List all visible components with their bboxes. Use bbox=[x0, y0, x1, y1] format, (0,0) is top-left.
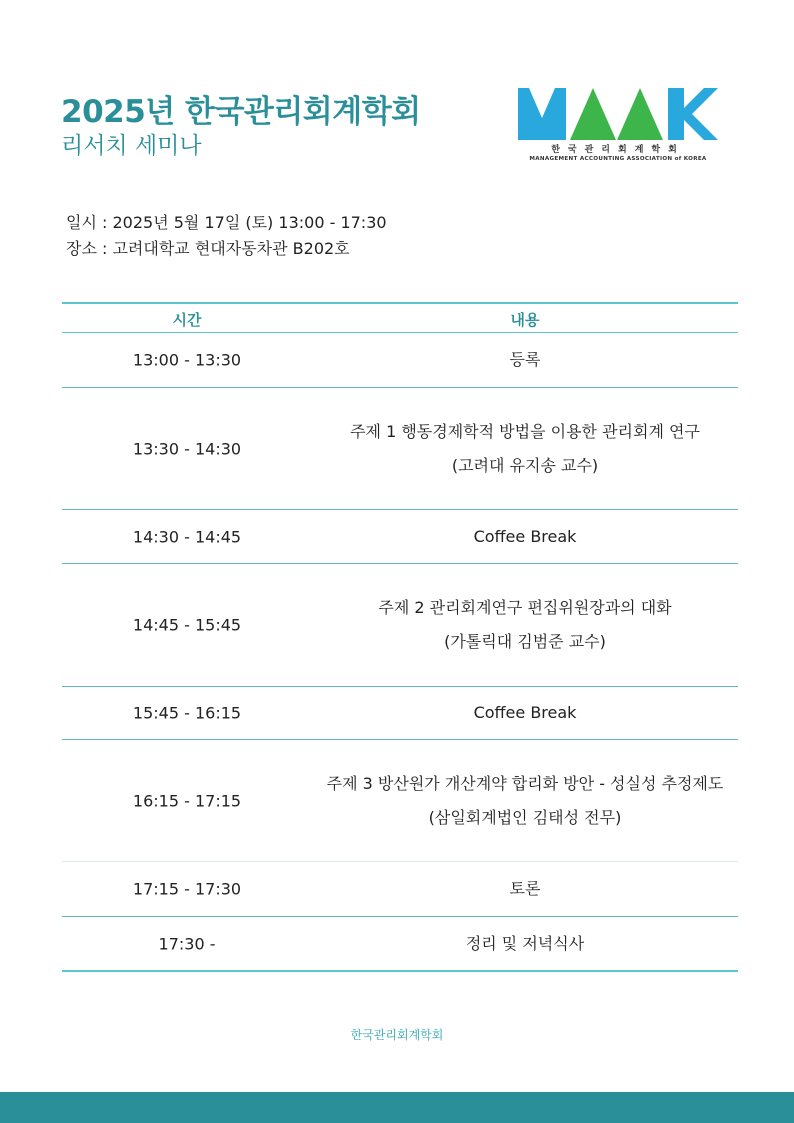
row-content-line: (삼일회계법인 김태성 전무) bbox=[428, 807, 622, 827]
row-content-line: 주제 2 관리회계연구 편집위원장과의 대화 bbox=[378, 598, 672, 617]
event-date: 일시 : 2025년 5월 17일 (토) 13:00 - 17:30 bbox=[66, 213, 387, 232]
footer-bar bbox=[0, 1092, 794, 1123]
row-content bbox=[312, 415, 738, 483]
table-row bbox=[62, 333, 738, 388]
row-content bbox=[312, 927, 738, 961]
logo-letter-a-2 bbox=[617, 88, 663, 140]
row-time: 17:15 - 17:30 bbox=[132, 879, 242, 899]
page-title: 2025년 한국관리회계학회 bbox=[61, 94, 421, 130]
logo-letter-a-1 bbox=[570, 88, 616, 140]
row-content-line: 등록 bbox=[509, 350, 541, 369]
table-row bbox=[62, 917, 738, 972]
row-content bbox=[312, 872, 738, 906]
maak-logo bbox=[518, 86, 718, 168]
row-content-line: Coffee Break bbox=[473, 703, 577, 722]
table-row bbox=[62, 510, 738, 564]
table-row bbox=[62, 687, 738, 740]
row-content-line: 정리 및 저녁식사 bbox=[465, 933, 585, 953]
logo-english-name: MANAGEMENT ACCOUNTING ASSOCIATION of KOREA bbox=[529, 156, 707, 162]
row-content-line: 주제 3 방산원가 개산계약 합리화 방안 - 성실성 추정제도 bbox=[326, 773, 724, 793]
row-time: 14:45 - 15:45 bbox=[132, 615, 242, 635]
table-row bbox=[62, 388, 738, 510]
row-content bbox=[312, 520, 738, 554]
schedule-table bbox=[62, 302, 738, 972]
row-content-line: Coffee Break bbox=[473, 526, 577, 546]
row-content-line: (고려대 유지송 교수) bbox=[451, 455, 599, 475]
row-content bbox=[312, 767, 738, 835]
row-time: 17:30 - bbox=[158, 934, 216, 953]
row-content bbox=[312, 343, 738, 377]
footer-text: 한국관리회계학회 bbox=[350, 1028, 444, 1042]
header-time: 시간 bbox=[172, 311, 202, 329]
logo-letter-k bbox=[668, 88, 718, 140]
row-content-line: 토론 bbox=[509, 879, 541, 898]
row-content bbox=[312, 591, 738, 659]
page-subtitle: 리서치 세미나 bbox=[61, 133, 202, 159]
event-place: 장소 : 고려대학교 현대자동차관 B202호 bbox=[66, 239, 350, 258]
row-time: 15:45 - 16:15 bbox=[132, 703, 242, 723]
row-time: 14:30 - 14:45 bbox=[132, 527, 242, 546]
row-content-line: (가톨릭대 김범준 교수) bbox=[444, 632, 606, 651]
table-row bbox=[62, 564, 738, 687]
logo-letter-m bbox=[518, 88, 566, 140]
row-content-line: 주제 1 행동경제학적 방법을 이용한 관리회계 연구 bbox=[350, 421, 700, 441]
row-time: 16:15 - 17:15 bbox=[132, 791, 242, 810]
row-content bbox=[312, 696, 738, 730]
table-row bbox=[62, 862, 738, 917]
row-time: 13:30 - 14:30 bbox=[132, 439, 242, 458]
logo-korean-name: 한국관리회계학회 bbox=[551, 145, 685, 155]
header-content: 내용 bbox=[510, 311, 540, 329]
maak-logo-mark bbox=[518, 86, 718, 142]
table-row bbox=[62, 740, 738, 862]
schedule-header-row bbox=[62, 302, 738, 333]
row-time: 13:00 - 13:30 bbox=[132, 350, 242, 370]
